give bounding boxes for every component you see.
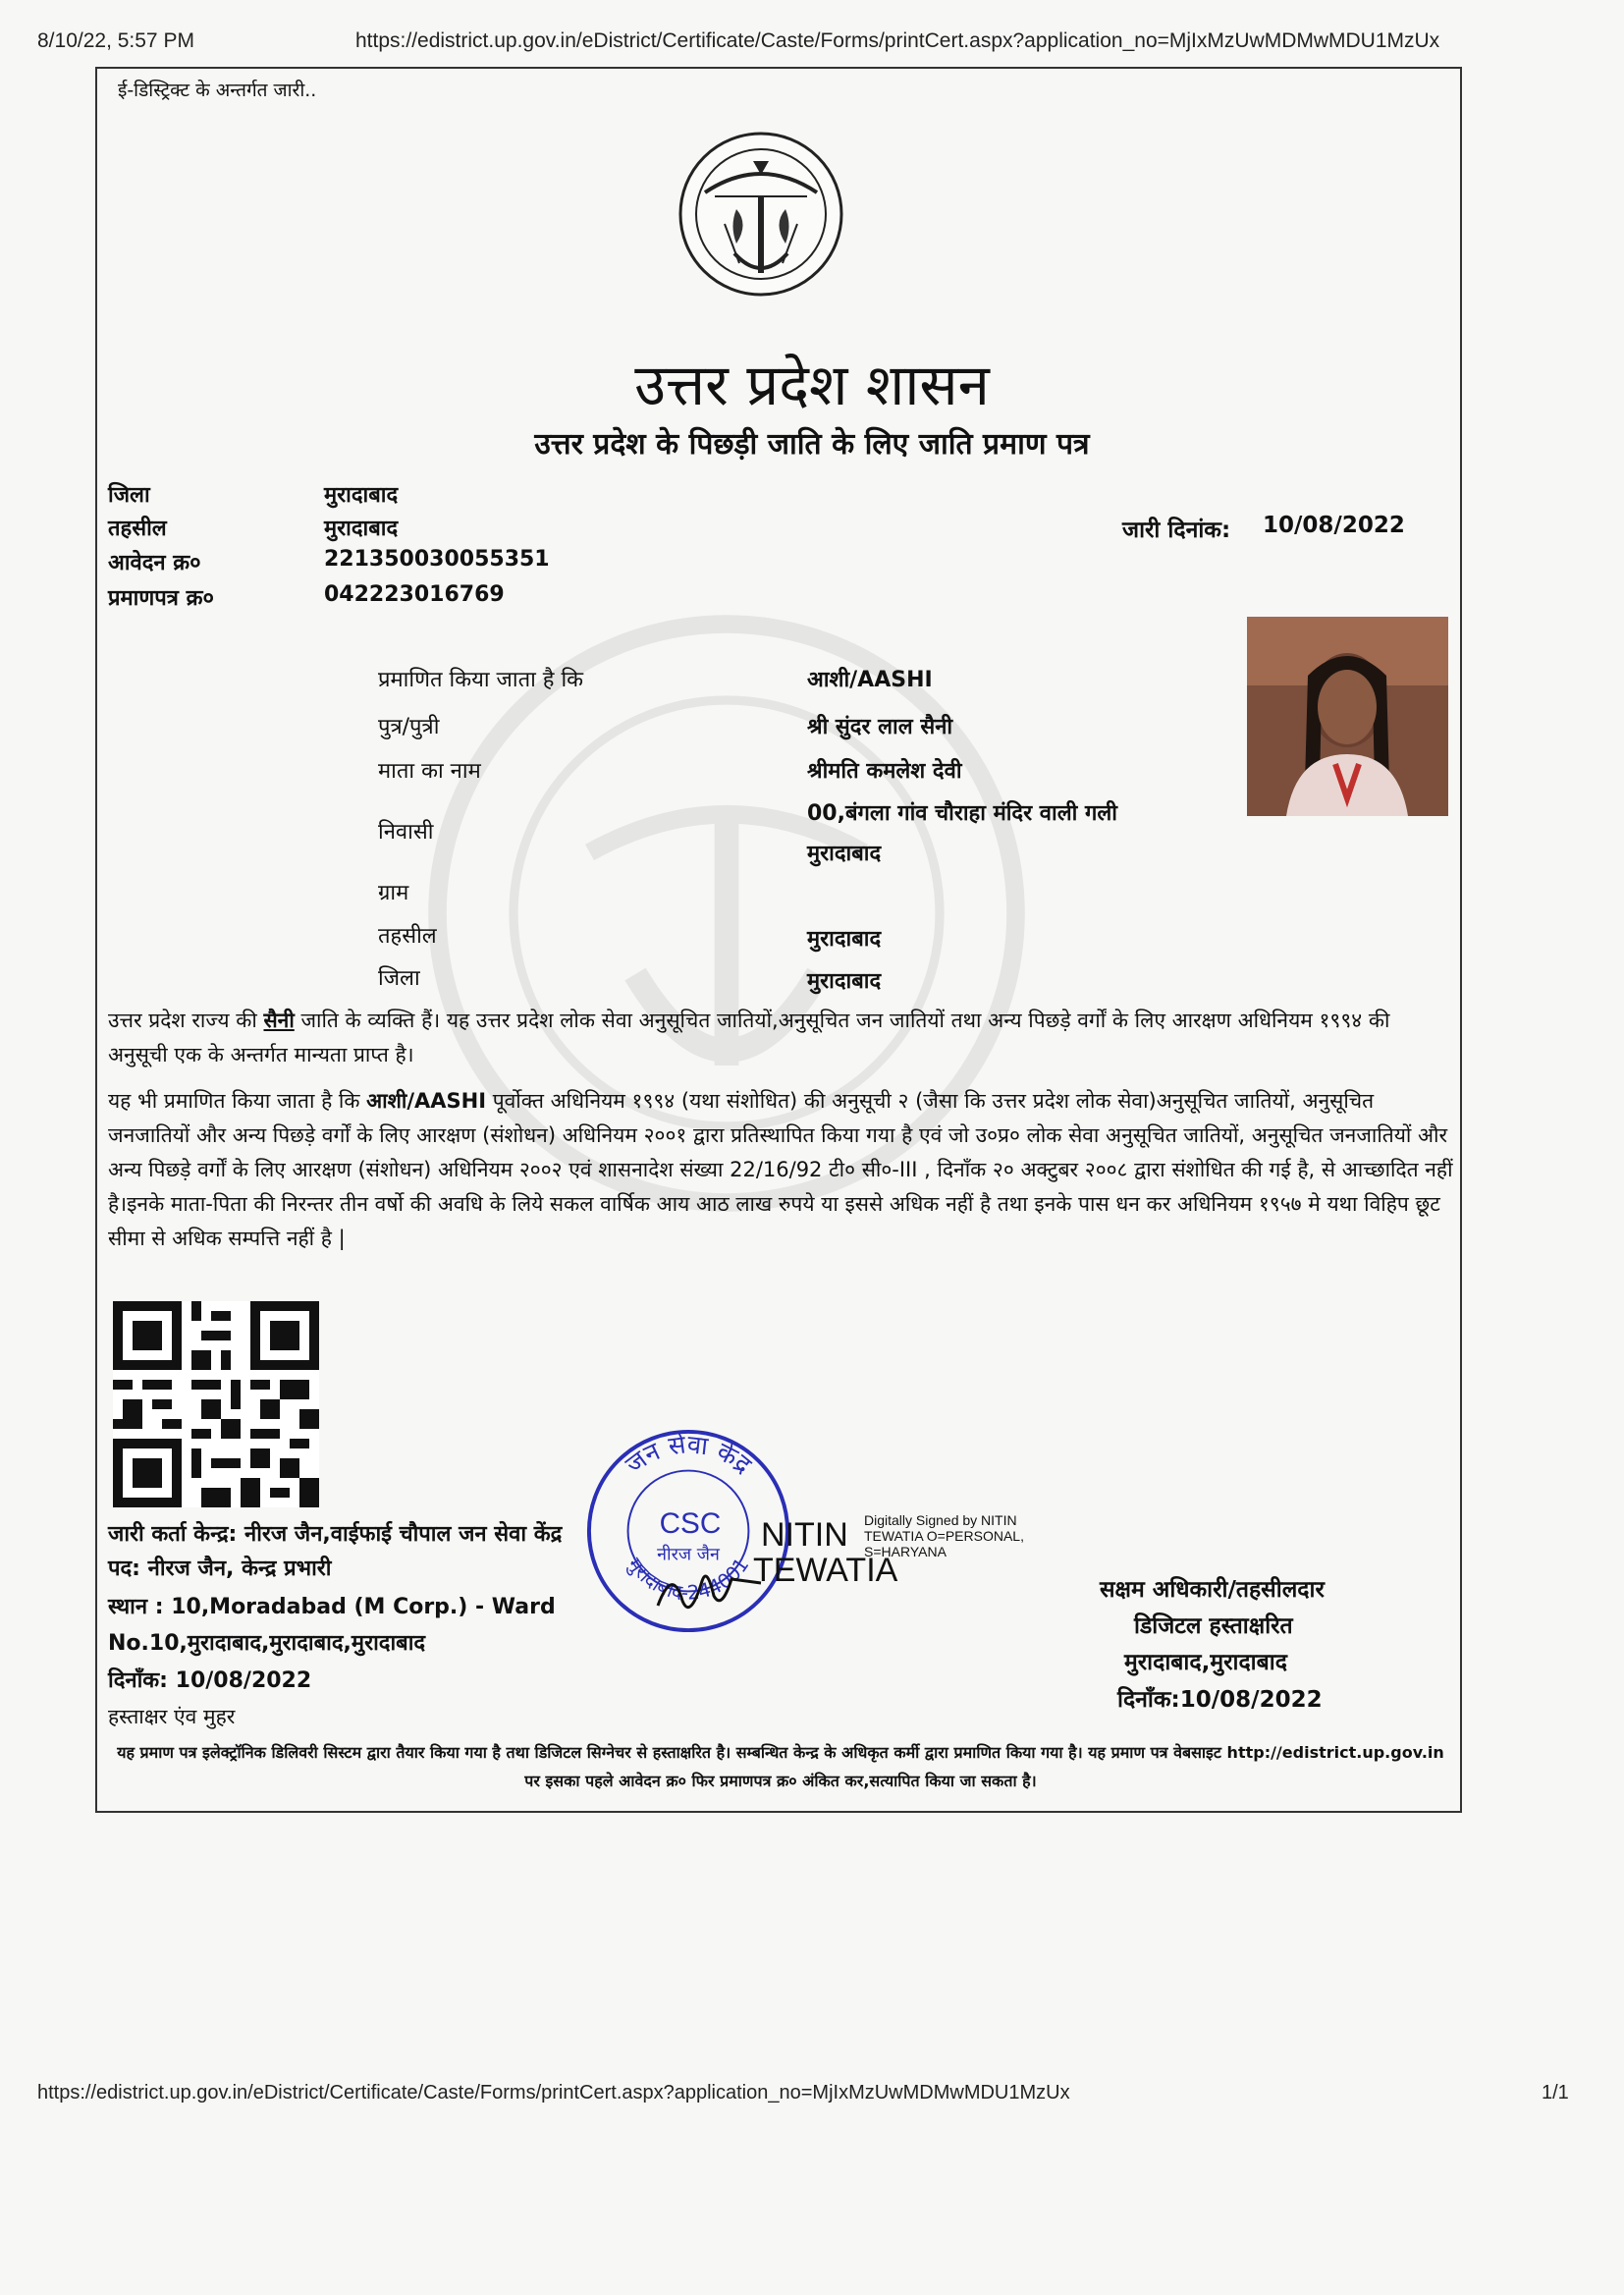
person-label-village: ग्राम bbox=[378, 881, 409, 905]
person-label-parent: पुत्र/पुत्री bbox=[378, 715, 440, 739]
issue-date-label: जारी दिनांक: bbox=[1122, 518, 1231, 543]
meta-label-district: जिला bbox=[108, 483, 150, 508]
authority-date: दिनाँक:10/08/2022 bbox=[1117, 1687, 1323, 1713]
meta-value-application-no: 221350030055351 bbox=[324, 547, 550, 572]
top-note: ई-डिस्ट्रिक्ट के अन्तर्गत जारी.. bbox=[118, 80, 317, 101]
person-value-name: आशी/AASHI bbox=[807, 668, 933, 692]
meta-value-district: मुरादाबाद bbox=[324, 483, 399, 508]
print-footer-url: https://edistrict.up.gov.in/eDistrict/Certificate/Caste/Forms/printCert.aspx?application_no=MjIxMzUwMDMwMDU1MzUx bbox=[37, 2082, 1070, 2104]
caste-statement-paragraph: उत्तर प्रदेश राज्य की सैनी जाति के व्यक्ति हैं। यह उत्तर प्रदेश लोक सेवा अनुसूचित जातियों,अनुसूचित जन जातियों तथा अन्य पिछड़े वर्गों के लिए आरक्षण अधिनियम १९९४ की अनुसूची एक के अन्तर्गत मान्यता प्राप्त है। bbox=[108, 1009, 1390, 1066]
meta-label-certificate-no: प्रमाणपत्र क्र० bbox=[108, 586, 214, 611]
applicant-photo bbox=[1247, 617, 1448, 816]
digital-signer-name: NITIN TEWATIA bbox=[753, 1516, 898, 1589]
certificate-subtitle: उत्तर प्रदेश के पिछड़ी जाति के लिए जाति प्रमाण पत्र bbox=[534, 427, 1090, 462]
signature-and-seal-label: हस्ताक्षर एंव मुहर bbox=[108, 1705, 236, 1728]
meta-value-certificate-no: 042223016769 bbox=[324, 582, 505, 607]
issuer-date: दिनाँक: 10/08/2022 bbox=[108, 1668, 312, 1693]
svg-text:मुरादाबाद-244001: मुरादाबाद-244001 bbox=[623, 1554, 754, 1605]
up-state-emblem-icon bbox=[676, 116, 847, 307]
issuer-place-cont: No.10,मुरादाबाद,मुरादाबाद,मुरादाबाद bbox=[108, 1631, 426, 1656]
print-page-number: 1/1 bbox=[1542, 2082, 1569, 2104]
authority-digital-signed: डिजिटल हस्ताक्षरित bbox=[1134, 1613, 1293, 1639]
svg-text:नीरज जैन: नीरज जैन bbox=[657, 1544, 720, 1565]
print-datetime: 8/10/22, 5:57 PM bbox=[37, 29, 194, 52]
issue-date: 10/08/2022 bbox=[1263, 513, 1405, 538]
issuing-centre: जारी कर्ता केन्द्र: नीरज जैन,वाईफाई चौपाल जन सेवा केंद्र bbox=[108, 1522, 563, 1547]
authority-designation: सक्षम अधिकारी/तहसीलदार bbox=[1100, 1577, 1325, 1603]
person-label-district: जिला bbox=[378, 966, 420, 991]
meta-label-application-no: आवेदन क्र० bbox=[108, 551, 201, 575]
person-value-address-city: मुरादाबाद bbox=[807, 842, 882, 866]
person-value-tehsil: मुरादाबाद bbox=[807, 927, 882, 952]
person-label-name: प्रमाणित किया जाता है कि bbox=[378, 668, 584, 692]
svg-text:जन सेवा केंद्र: जन सेवा केंद्र bbox=[620, 1430, 757, 1481]
svg-text:CSC: CSC bbox=[659, 1506, 722, 1540]
person-value-address: 00,बंगला गांव चौराहा मंदिर वाली गली bbox=[807, 801, 1117, 826]
digital-signature-details: Digitally Signed by NITIN TEWATIA O=PERSONAL, S=HARYANA bbox=[864, 1512, 1024, 1559]
meta-label-tehsil: तहसील bbox=[108, 517, 167, 541]
creamy-layer-paragraph: यह भी प्रमाणित किया जाता है कि आशी/AASHI पूर्वोक्त अधिनियम १९९४ (यथा संशोधित) की अनुसूची २ (जैसा कि उत्तर प्रदेश लोक सेवा)अनुसूचित जातियों, अनुसूचित जनजातियों और अन्य पिछड़े वर्गों के लिए आरक्षण (संशोधन) अधिनियम २००१ द्वारा प्रतिस्थापित किया गया है एवं जो उ०प्र० लोक सेवा अनुसूचित जातियों, अनुसूचित जनजातियों और अन्य पिछड़े वर्गों के लिए आरक्षण (संशोधन) अधिनियम २००२ एवं शासनादेश संख्या 22/16/92 टी० सी०-III , दिनाँक २० अक्टुबर २००८ द्वारा संशोधित की गई है, से आच्छादित नहीं है।इनके माता-पिता की निरन्तर तीन वर्षो की अवधि के लिये सकल वार्षिक आय आठ लाख रुपये या इससे अधिक नहीं है तथा इनके पास धन कर अधिनियम १९५७ मे यथा विहिप छूट सीमा से अधिक सम्पत्ति नहीं है | bbox=[108, 1089, 1453, 1250]
issuer-place: स्थान : 10,Moradabad (M Corp.) - Ward bbox=[108, 1595, 556, 1619]
print-url: https://edistrict.up.gov.in/eDistrict/Certificate/Caste/Forms/printCert.aspx?application_no=MjIxMzUwMDMwMDU1MzUx bbox=[355, 29, 1440, 52]
authority-location: मुरादाबाद,मुरादाबाद bbox=[1124, 1650, 1287, 1675]
person-value-parent: श्री सुंदर लाल सैनी bbox=[807, 715, 953, 739]
verification-qr-code bbox=[113, 1301, 319, 1507]
person-label-mother: माता का नाम bbox=[378, 759, 481, 784]
certificate-title: उत्तर प्रदेश शासन bbox=[634, 352, 990, 418]
person-value-mother: श्रीमति कमलेश देवी bbox=[807, 759, 962, 784]
meta-value-tehsil: मुरादाबाद bbox=[324, 517, 399, 541]
person-label-resident: निवासी bbox=[378, 820, 434, 845]
person-label-tehsil: तहसील bbox=[378, 924, 437, 949]
verification-footnote: यह प्रमाण पत्र इलेक्ट्रॉनिक डिलिवरी सिस्टम द्वारा तैयार किया गया है तथा डिजिटल सिग्नेचर से हस्ताक्षरित है। सम्बन्धित केन्द्र के अधिकृत कर्मी द्वारा प्रमाणित किया गया है। यह प्रमाण पत्र वेबसाइट http://edistrict.up.gov.in पर इसका पहले आवेदन क्र० फिर प्रमाणपत्र क्र० अंकित कर,सत्यापित किया जा सकता है। bbox=[117, 1743, 1444, 1790]
person-value-district: मुरादाबाद bbox=[807, 969, 882, 994]
issuer-post: पद: नीरज जैन, केन्द्र प्रभारी bbox=[108, 1557, 332, 1581]
handwritten-signature bbox=[653, 1561, 771, 1620]
